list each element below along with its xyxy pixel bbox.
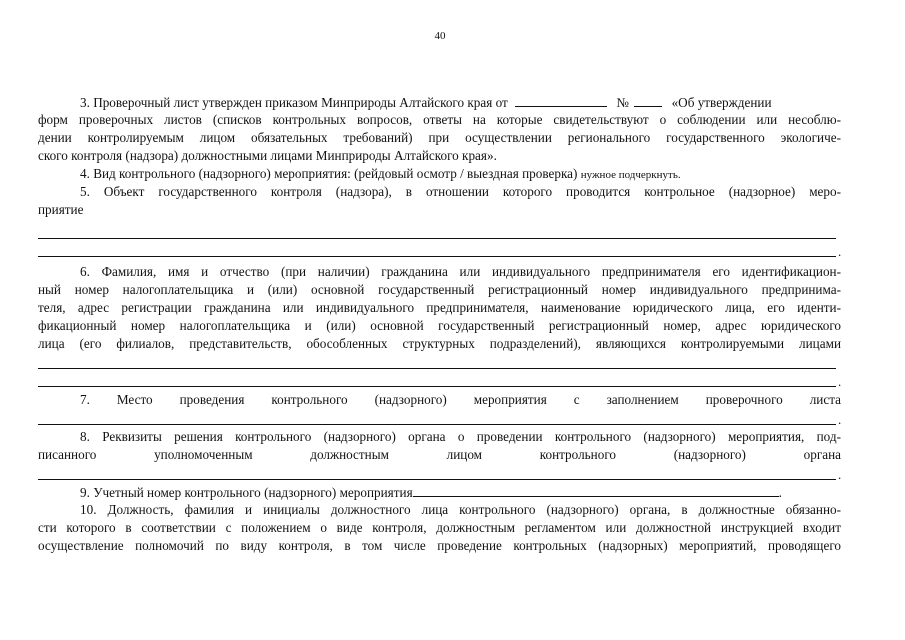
paragraph-6-line-3: теля, адрес регистрации гражданина или индивидуального предпринимателя, наименование юридического лица, его иденти- [38,300,841,315]
paragraph-3-line-3: дении контролируемым лицом обязательных требований) при осуществлении регионального государственного экологиче- [38,130,841,145]
p3-text-start: 3. Проверочный лист утвержден приказом Минприроды Алтайского края от [80,95,508,110]
paragraph-3-line-1 [38,94,841,111]
paragraph-4 [38,166,841,183]
p4-note: нужное подчеркнуть. [580,169,681,181]
p4-text: 4. Вид контрольного (надзорного) мероприятия: (рейдовый осмотр / выездная проверка) [80,166,578,181]
page-number: 40 [434,30,446,42]
fill-line [38,424,836,425]
line-end-dot: . [838,467,842,482]
paragraph-5-line-1: 5. Объект государственного контроля (надзора), в отношении которого проводится контрольное (надзорное) меро- [80,184,841,199]
paragraph-5-line-2: приятие [38,202,84,217]
paragraph-10-line-1: 10. Должность, фамилия и инициалы должностного лица контрольного (надзорного) органа, в должностные обязанно- [80,502,841,517]
paragraph-9 [38,484,841,501]
paragraph-6-line-5: лица (его филиалов, представительств, обособленных структурных подразделений), являющихся контролируемыми лицами [38,336,841,351]
fill-line [38,256,836,257]
number-sign: № [616,95,629,110]
line-end-dot: . [778,485,782,500]
line-end-dot: . [838,374,842,389]
paragraph-3-line-4: ского контроля (надзора) должностными лицами Минприроды Алтайского края». [38,148,497,163]
order-number-blank [634,94,662,107]
p3-text-end: «Об утверждении [671,95,772,110]
paragraph-6-line-2: ный номер налогоплательщика и (или) основной государственный регистрационный номер индивидуального предпринима- [38,282,841,297]
paragraph-10-line-2: сти которого в соответствии с положением о виде контроля, должностным регламентом или должностной инструкцией входит [38,520,841,535]
paragraph-7-line-1: 7. Место проведения контрольного (надзорного) мероприятия с заполнением проверочного листа [80,392,841,407]
paragraph-3-line-2: форм проверочных листов (списков контрольных вопросов, ответы на которые свидетельствуют о соблюдении или несоблю- [38,112,841,127]
line-end-dot: . [838,412,842,427]
paragraph-10-line-3: осуществление полномочий по виду контроля, в том числе проведение контрольных (надзорных) мероприятий, проводящего [38,538,841,553]
record-number-blank [413,484,779,497]
fill-line [38,368,836,369]
paragraph-6-line-4: фикационный номер налогоплательщика и (или) основной государственный регистрационный номер, адрес юридического [38,318,841,333]
fill-line [38,238,836,239]
p9-text: 9. Учетный номер контрольного (надзорного) мероприятия [80,485,413,500]
paragraph-8-line-1: 8. Реквизиты решения контрольного (надзорного) органа о проведении контрольного (надзорного) мероприятия, под- [80,429,841,444]
fill-line [38,479,836,480]
fill-line [38,386,836,387]
paragraph-8-line-2: писанного уполномоченным должностным лицом контрольного (надзорного) органа [38,447,841,462]
paragraph-6-line-1: 6. Фамилия, имя и отчество (при наличии) гражданина или индивидуального предпринимателя его идентификацион- [80,264,841,279]
line-end-dot: . [838,244,842,259]
order-date-blank [515,94,607,107]
